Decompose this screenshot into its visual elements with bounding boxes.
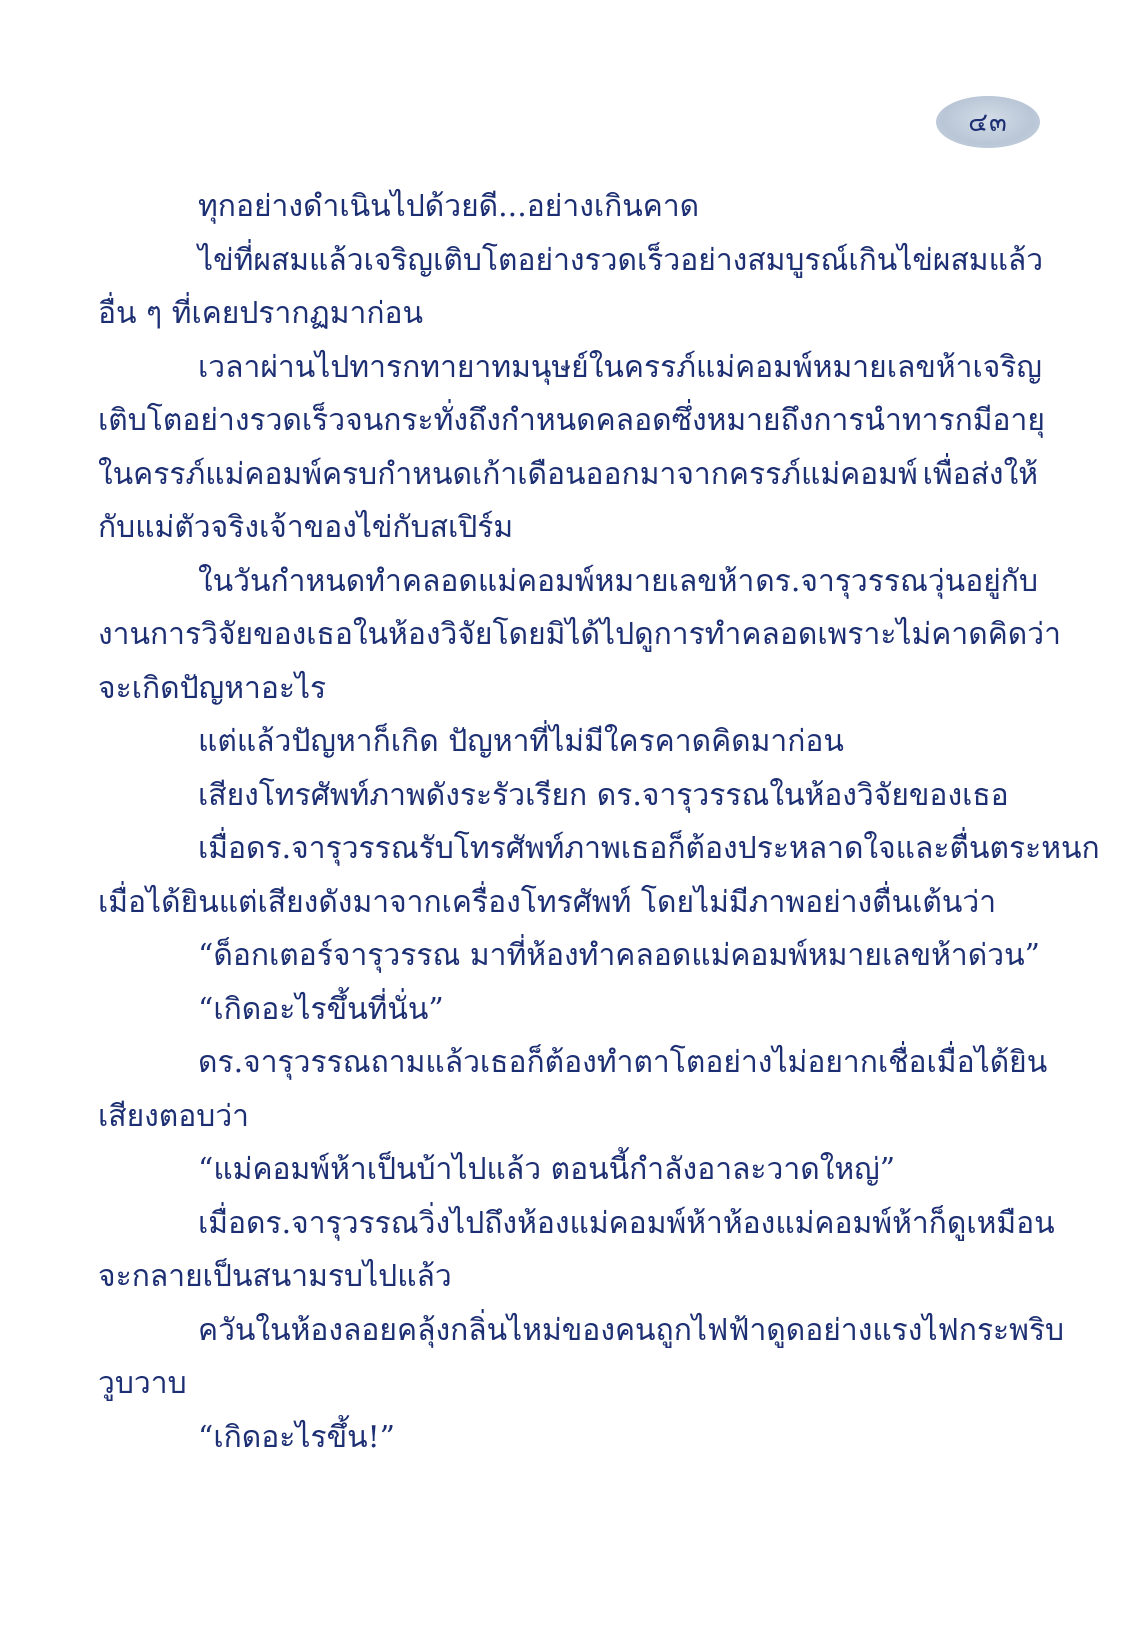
text-word: กลิ่นไหม่ของคนถูกไฟฟ้าดูดอย่างแรง — [450, 1312, 923, 1348]
text-line: “เกิดอะไรขึ้นที่นั่น” — [198, 991, 444, 1027]
text-line — [98, 1036, 1048, 1090]
text-word: เติบโตอย่างรวดเร็ว — [98, 403, 346, 438]
text-word: ดร.จารุวรรณวุ่นอยู่กับ — [755, 563, 1038, 599]
page-number: ๔๓ — [968, 107, 1008, 138]
text-word: ในวันกำหนดทำคลอดแม่คอมพ์หมายเลขห้า — [198, 563, 755, 599]
text-line: ทุกอย่างดำเนินไปด้วยดี...อย่างเกินคาด — [198, 189, 700, 224]
text-line — [98, 1304, 1065, 1358]
text-word: ดร.จารุวรรณถาม — [198, 1045, 426, 1080]
text-word: เกินไข่ผสมแล้ว — [848, 242, 1044, 278]
text-line: เมื่อได้ยินแต่เสียงดังมาจากเครื่องโทรศัพท์ โดยไม่มีภาพอย่างตื่นเต้นว่า — [98, 884, 997, 920]
text-line: เสียงตอบว่า — [98, 1098, 250, 1134]
text-line: แต่แล้วปัญหาก็เกิด ปัญหาที่ไม่มีใครคาดคิดมาก่อน — [198, 724, 844, 759]
text-word: ไข่ที่ผสมแล้วเจริญเติบโตอย่างรวดเร็วอย่างสมบูรณ์ — [198, 242, 849, 278]
page-number-badge — [936, 96, 1040, 148]
body-text — [98, 180, 1100, 1464]
text-word: เธอก็ต้องประหลาดใจ — [620, 831, 896, 866]
text-line: “ด็อกเตอร์จารุวรรณ มาที่ห้องทำคลอดแม่คอมพ์หมายเลขห้าด่วน” — [198, 938, 1040, 973]
text-word: ในครรภ์แม่คอมพ์ครบกำหนดเก้าเดือนออกมาจากครรภ์แม่คอมพ์ — [98, 456, 918, 492]
text-word: เมื่อดร.จารุวรรณ — [198, 1205, 419, 1241]
text-word: เพื่อส่งให้ — [922, 456, 1038, 492]
text-line — [98, 234, 1044, 288]
text-line — [98, 394, 1045, 448]
text-line: อื่น ๆ ที่เคยปรากฏมาก่อน — [98, 296, 424, 331]
text-word: วิ่งไปถึงห้องแม่คอมพ์ห้า — [418, 1205, 723, 1241]
text-line — [98, 555, 1038, 609]
text-word: โดยมิได้ไปดูการทำคลอด — [492, 617, 818, 652]
text-word: ซึ่งหมายถึงการนำทารกมีอายุ — [671, 403, 1045, 438]
text-word: งานการวิจัยของเธอในห้องวิจัย — [98, 617, 493, 652]
text-word: ทารกทายาทมนุษย์ในครรภ์แม่คอมพ์หมายเลขห้าเจริญ — [349, 349, 1042, 385]
text-line — [98, 608, 1061, 662]
text-line — [98, 1197, 1055, 1251]
text-word: เมื่อดร.จารุวรรณรับโทรศัพท์ภาพ — [198, 831, 621, 866]
text-word: ควันในห้องลอยคลุ้ง — [198, 1312, 451, 1348]
text-line: “แม่คอมพ์ห้าเป็นบ้าไปแล้ว ตอนนี้กำลังอาละวาดใหญ่” — [198, 1152, 896, 1187]
text-line: “เกิดอะไรขึ้น!” — [198, 1419, 395, 1455]
text-line — [98, 822, 1100, 876]
text-word: เพราะไม่คาดคิดว่า — [817, 617, 1061, 652]
text-line: เสียงโทรศัพท์ภาพดังระรัวเรียก ดร.จารุวรรณในห้องวิจัยของเธอ — [198, 777, 1009, 813]
text-word: ไฟกระพริบ — [922, 1312, 1065, 1348]
text-line: จะเกิดปัญหาอะไร — [98, 670, 327, 706]
text-line — [98, 448, 1038, 502]
text-line: จะกลายเป็นสนามรบไปแล้ว — [98, 1259, 452, 1294]
text-word: จนกระทั่งถึงกำหนดคลอด — [345, 403, 672, 438]
text-line: กับแม่ตัวจริงเจ้าของไข่กับสเปิร์ม — [98, 510, 514, 545]
text-word: ห้องแม่คอมพ์ห้าก็ดูเหมือน — [722, 1205, 1055, 1241]
text-word: เวลาผ่านไป — [198, 349, 350, 385]
text-line — [98, 341, 1042, 395]
text-word: แล้วเธอก็ต้องทำตาโตอย่างไม่อยากเชื่อเมื่อได้ยิน — [425, 1045, 1048, 1080]
text-word: และตื่นตระหนก — [895, 831, 1100, 866]
text-line: วูบวาบ — [98, 1366, 187, 1401]
